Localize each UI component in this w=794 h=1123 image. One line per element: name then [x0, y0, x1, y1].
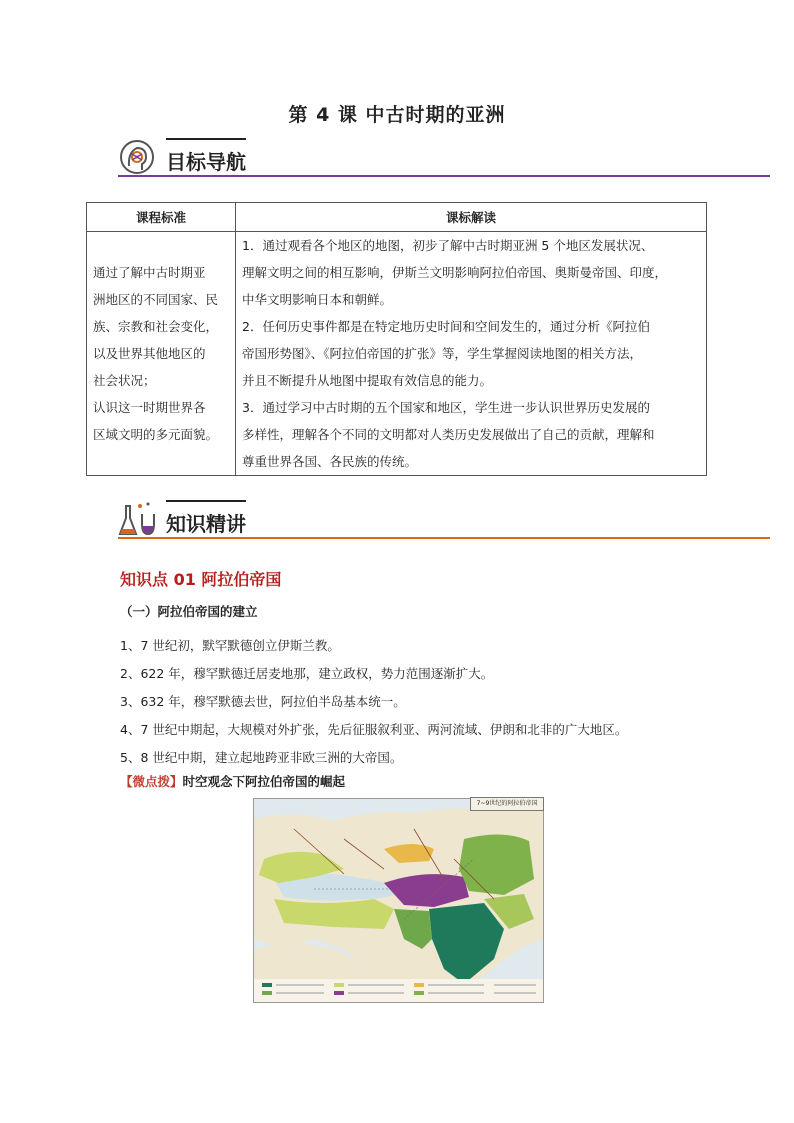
list-item: 3、632 年，穆罕默德去世，阿拉伯半岛基本统一。 — [120, 694, 406, 709]
interpretation-line: 帝国形势图》、《阿拉伯帝国的扩张》等，学生掌握阅读地图的相关方法， — [242, 346, 643, 361]
page-title: 第 4 课 中古时期的亚洲 — [288, 104, 506, 126]
table-header-interpretation: 课标解读 — [236, 203, 707, 232]
interpretation-line: 多样性，理解各个不同的文明都对人类历史发展做出了自己的贡献，理解和 — [242, 427, 655, 442]
interpretation-line: 1．通过观看各个地区的地图，初步了解中古时期亚洲 5 个地区发展状况、 — [242, 238, 654, 253]
interpretation-line: 2．任何历史事件都是在特定地历史时间和空间发生的，通过分析《阿拉伯 — [242, 319, 650, 334]
interpretation-line: 理解文明之间的相互影响，伊斯兰文明影响阿拉伯帝国、奥斯曼帝国、印度， — [242, 265, 668, 280]
section-header-topline — [166, 138, 246, 140]
interpretation-line: 并且不断提升从地图中提取有效信息的能力。 — [242, 373, 493, 388]
arab-empire-map — [253, 798, 544, 1003]
section-header-knowledge — [118, 500, 770, 540]
section-header-topline — [166, 500, 246, 502]
section-header-label: 目标导航 — [166, 150, 246, 174]
standard-line: 洲地区的不同国家、民 — [93, 292, 219, 307]
interpretation-line: 3．通过学习中古时期的五个国家和地区，学生进一步认识世界历史发展的 — [242, 400, 650, 415]
table-header-row — [87, 203, 707, 232]
standard-line: 族、宗教和社会变化， — [93, 319, 219, 334]
section-header-rule — [118, 175, 770, 177]
table-header-standard: 课程标准 — [87, 203, 236, 232]
map-caption: 7~9世纪的阿拉伯帝国 — [470, 797, 544, 811]
section-header-label: 知识精讲 — [166, 512, 246, 536]
standard-line: 以及世界其他地区的 — [93, 346, 206, 361]
section-header-goal — [118, 138, 770, 178]
standard-line: 社会状况； — [93, 373, 156, 388]
brain-gear-icon — [118, 138, 158, 178]
interpretation-cell — [236, 232, 707, 476]
standard-line: 区域文明的多元面貌。 — [93, 427, 219, 442]
curriculum-table — [86, 202, 707, 476]
tip-tag: 【微点拨】 — [120, 774, 183, 789]
chemistry-flask-icon — [118, 500, 158, 540]
table-row — [87, 232, 707, 476]
tip-text: 时空观念下阿拉伯帝国的崛起 — [182, 774, 346, 789]
list-item: 5、8 世纪中期，建立起地跨亚非欧三洲的大帝国。 — [120, 750, 403, 765]
list-item: 4、7 世纪中期起，大规模对外扩张，先后征服叙利亚、两河流域、伊朗和北非的广大地区。 — [120, 722, 628, 737]
standard-line: 认识这一时期世界各 — [93, 400, 206, 415]
knowledge-subtitle: （一）阿拉伯帝国的建立 — [120, 604, 258, 619]
standard-line: 通过了解中古时期亚 — [93, 265, 206, 280]
interpretation-line: 中华文明影响日本和朝鲜。 — [242, 292, 393, 307]
knowledge-point-title: 知识点 01 阿拉伯帝国 — [120, 570, 282, 589]
standard-cell — [87, 232, 236, 476]
section-header-rule — [118, 537, 770, 539]
list-item: 2、622 年，穆罕默德迁居麦地那，建立政权，势力范围逐渐扩大。 — [120, 666, 494, 681]
interpretation-line: 尊重世界各国、各民族的传统。 — [242, 454, 418, 469]
list-item: 1、7 世纪初，默罕默德创立伊斯兰教。 — [120, 638, 340, 653]
tip-line — [120, 772, 345, 790]
knowledge-list — [120, 636, 627, 776]
